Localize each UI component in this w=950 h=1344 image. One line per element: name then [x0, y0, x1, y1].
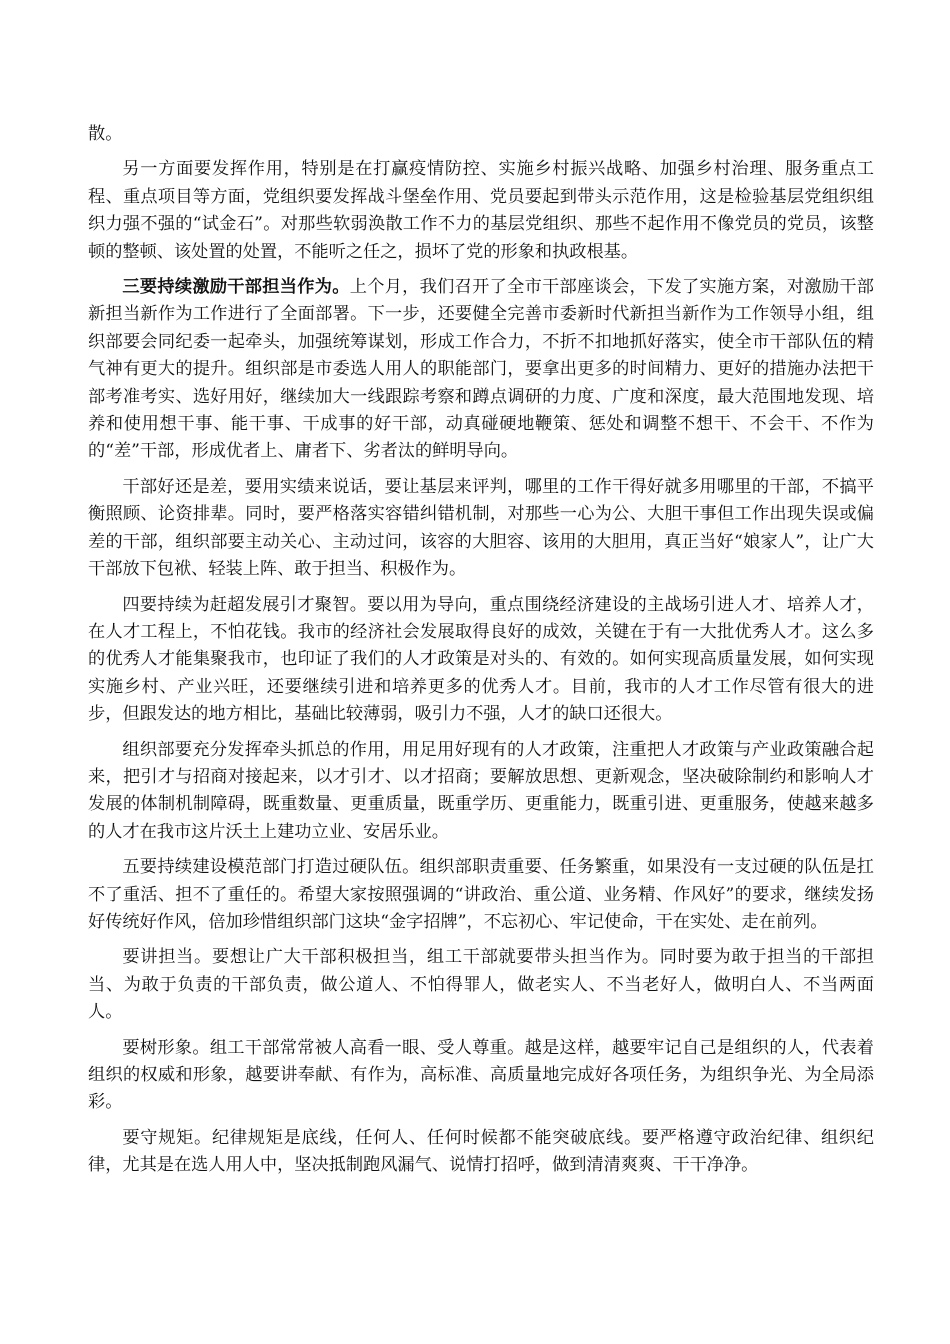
paragraph-10-text: 要守规矩。纪律规矩是底线，任何人、任何时候都不能突破底线。要严格遵守政治纪律、组织纪律，尤其是在选人用人中，坚决抵制跑风漏气、说情打招呼，做到清清爽爽、干干净净。	[88, 1127, 874, 1176]
paragraph-10	[88, 1125, 874, 1180]
paragraph-7	[88, 854, 874, 936]
paragraph-4	[88, 474, 874, 584]
paragraph-7-text: 五要持续建设模范部门打造过硬队伍。组织部职责重要、任务繁重，如果没有一支过硬的队伍是扛不了重活、担不了重任的。希望大家按照强调的“讲政治、重公道、业务精、作风好”的要求，继续发扬好传统好作风，倍加珍惜组织部门这块“金字招牌”，不忘初心、牢记使命，干在实处、走在前列。	[88, 857, 874, 932]
paragraph-1-text: 散。	[88, 124, 123, 144]
paragraph-5	[88, 592, 874, 729]
paragraph-3-text: 上个月，我们召开了全市干部座谈会，下发了实施方案，对激励干部新担当新作为工作进行了全面部署。下一步，还要健全完善市委新时代新担当新作为工作领导小组，组织部要会同纪委一起牵头，加强统筹谋划，形成工作合力，不折不扣地抓好落实，使全市干部队伍的精气神有更大的提升。组织部是市委选人用人的职能部门，要拿出更多的时间精力、更好的措施办法把干部考准考实、选好用好，继续加大一线跟踪考察和蹲点调研的力度、广度和深度，最大范围地发现、培养和使用想干事、能干事、干成事的好干部，动真碰硬地鞭策、惩处和调整不想干、不会干、不作为的“差”干部，形成优者上、庸者下、劣者汰的鲜明导向。	[88, 277, 874, 462]
paragraph-1	[88, 121, 874, 148]
paragraph-2	[88, 156, 874, 266]
paragraph-9-text: 要树形象。组工干部常常被人高看一眼、受人尊重。越是这样，越要牢记自己是组织的人，代表着组织的权威和形象，越要讲奉献、有作为，高标准、高质量地完成好各项任务，为组织争光、为全局添彩。	[88, 1037, 874, 1113]
paragraph-9	[88, 1035, 874, 1117]
paragraph-6-text: 组织部要充分发挥牵头抓总的作用，用足用好现有的人才政策，注重把人才政策与产业政策融合起来，把引才与招商对接起来，以才引才、以才招商；要解放思想、更新观念，坚决破除制约和影响人才发展的体制机制障碍，既重数量、更重质量，既重学历、更重能力，既重引进、更重服务，使越来越多的人才在我市这片沃土上建功立业、安居乐业。	[88, 739, 874, 842]
paragraph-6	[88, 737, 874, 847]
paragraph-4-text: 干部好还是差，要用实绩来说话，要让基层来评判，哪里的工作干得好就多用哪里的干部，不搞平衡照顾、论资排辈。同时，要严格落实容错纠错机制，对那些一心为公、大胆干事但工作出现失误或偏差的干部，组织部要主动关心、主动过问，该容的大胆容、该用的大胆用，真正当好“娘家人”，让广大干部放下包袱、轻装上阵、敢于担当、积极作为。	[88, 476, 874, 580]
paragraph-8	[88, 944, 874, 1026]
paragraph-5-text: 四要持续为赶超发展引才聚智。要以用为导向，重点围绕经济建设的主战场引进人才、培养人才，在人才工程上，不怕花钱。我市的经济社会发展取得良好的成效，关键在于有一大批优秀人才。这么多的优秀人才能集聚我市，也印证了我们的人才政策是对头的、有效的。如何实现高质量发展，如何实现实施乡村、产业兴旺，还要继续引进和培养更多的优秀人才。目前，我市的人才工作尽管有很大的进步，但跟发达的地方相比，基础比较薄弱，吸引力不强，人才的缺口还很大。	[88, 594, 874, 725]
document-page	[88, 121, 874, 1188]
paragraph-3	[88, 274, 874, 466]
paragraph-8-text: 要讲担当。要想让广大干部积极担当，组工干部就要带头担当作为。同时要为敢于担当的干部担当、为敢于负责的干部负责，做公道人、不怕得罪人，做老实人、不当老好人，做明白人、不当两面人。	[88, 947, 874, 1023]
paragraph-3-heading: 三要持续激励干部担当作为。	[122, 277, 350, 298]
paragraph-2-text: 另一方面要发挥作用，特别是在打赢疫情防控、实施乡村振兴战略、加强乡村治理、服务重点工程、重点项目等方面，党组织要发挥战斗堡垒作用、党员要起到带头示范作用，这是检验基层党组织组织力强不强的“试金石”。对那些软弱涣散工作不力的基层党组织、那些不起作用不像党员的党员，该整顿的整顿、该处置的处置，不能听之任之，损坏了党的形象和执政根基。	[88, 159, 874, 262]
